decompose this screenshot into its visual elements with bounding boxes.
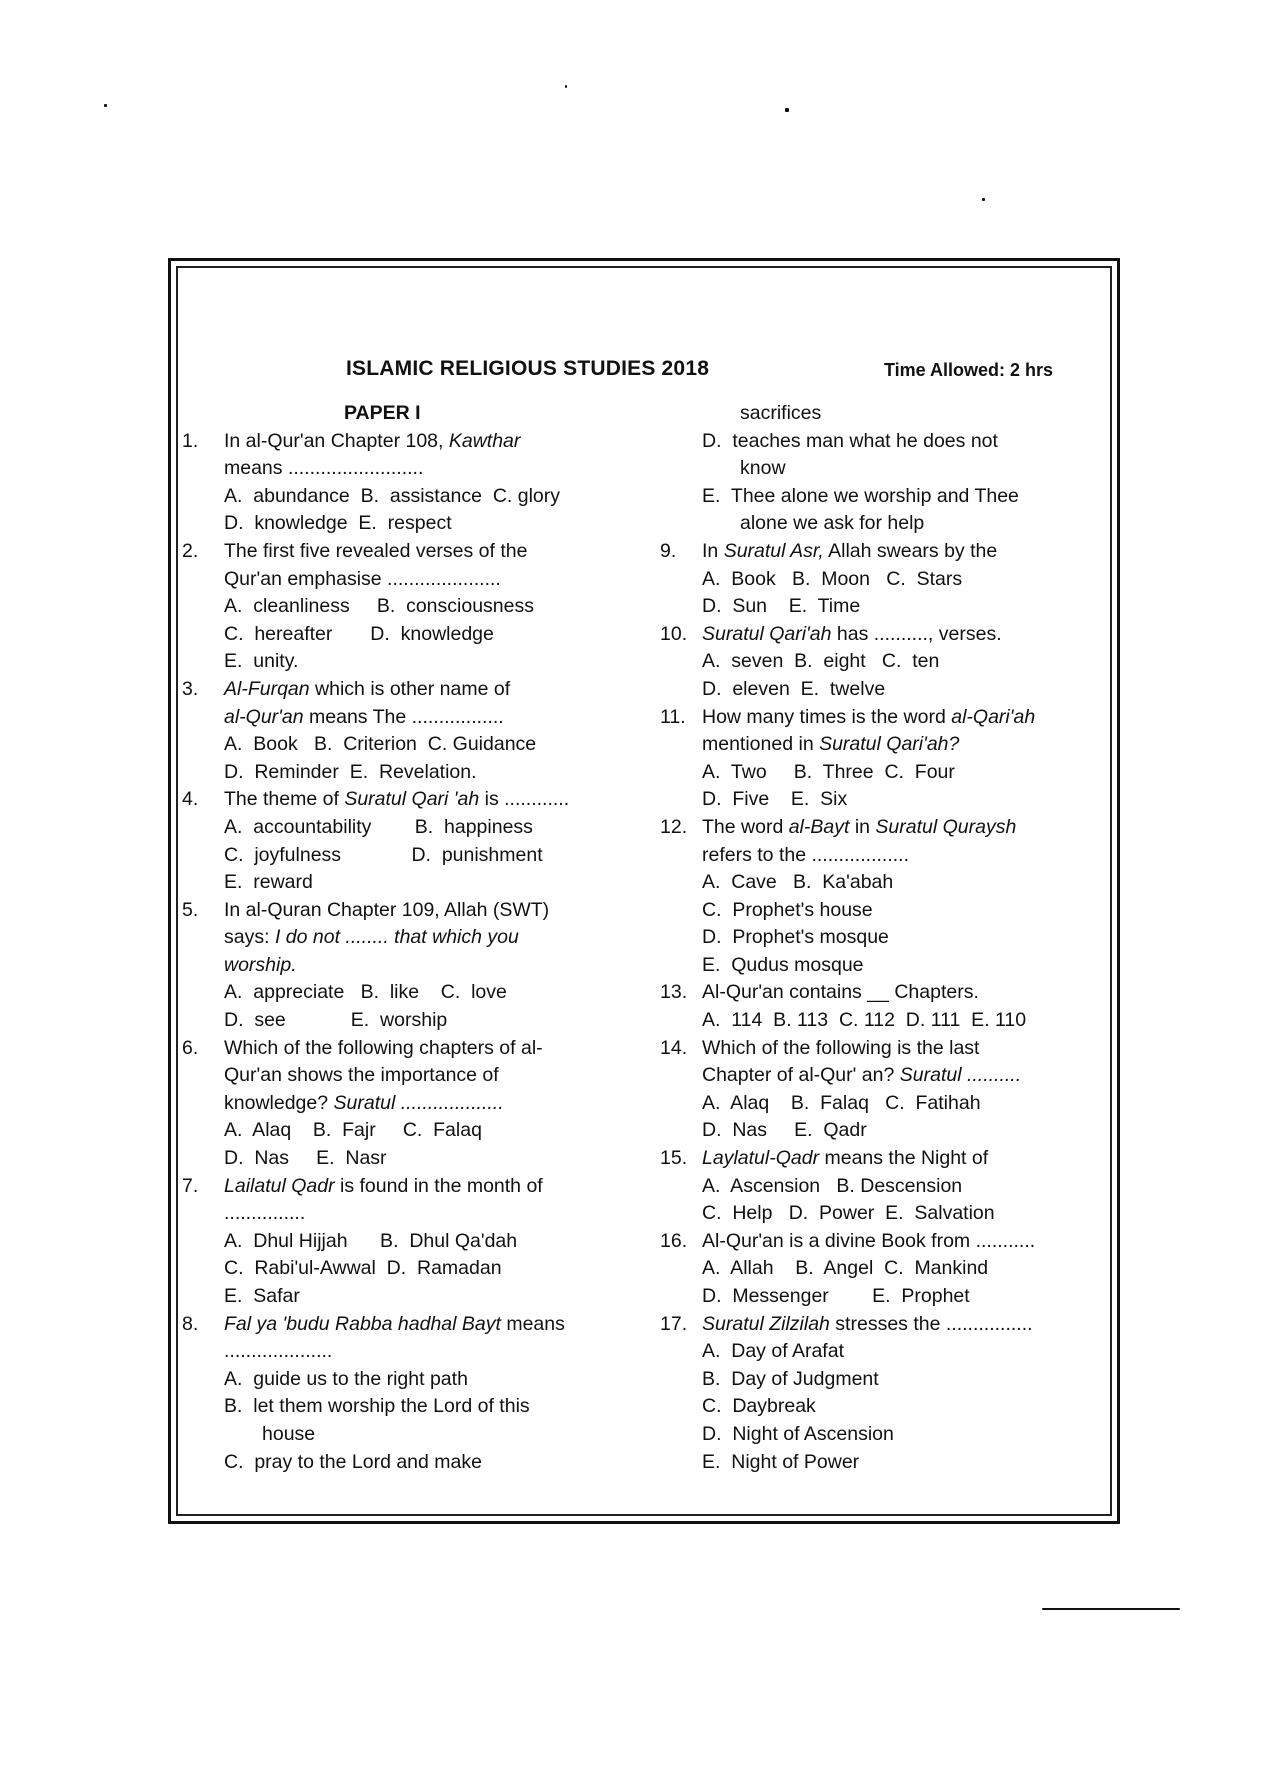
question-text: The word	[702, 815, 789, 838]
options-line: A. appreciate B. like C. love	[224, 981, 507, 1004]
scan-speck	[982, 198, 985, 201]
scan-speck	[104, 104, 107, 107]
question-text-italic: Al-Furqan	[224, 677, 310, 700]
question-text-italic: Suratul Zilzilah	[702, 1312, 830, 1335]
options-line: A. abundance B. assistance C. glory	[224, 484, 561, 507]
right-column	[660, 400, 1100, 1476]
options-line: A. Book B. Moon C. Stars	[702, 567, 963, 590]
options-line: C. joyfulness D. punishment	[224, 843, 543, 866]
question-text: In al-Quran Chapter 109, Allah (SWT)	[224, 898, 550, 921]
question-text: mentioned in	[702, 733, 820, 756]
question-6	[182, 1035, 628, 1173]
question-text: The first five revealed verses of the	[224, 539, 528, 562]
options-line: A. accountability B. happiness	[224, 815, 533, 838]
question-text-italic: Suratul Qari 'ah	[344, 788, 480, 811]
question-number: 4.	[182, 788, 199, 811]
question-16	[660, 1228, 1100, 1311]
options-line: E. Thee alone we worship and Thee	[702, 484, 1019, 507]
question-text: In al-Qur'an Chapter 108,	[224, 429, 449, 452]
question-text: refers to the ..................	[702, 843, 909, 866]
question-text: means .........................	[224, 457, 424, 480]
question-text: In	[702, 539, 724, 562]
question-text-italic: Fal ya 'budu Rabba hadhal Bayt	[224, 1312, 501, 1335]
question-number: 15.	[660, 1147, 688, 1170]
options-line: C. Daybreak	[702, 1395, 816, 1418]
exam-title: ISLAMIC RELIGIOUS STUDIES 2018	[346, 357, 710, 380]
question-text: knowledge?	[224, 1091, 334, 1114]
question-number: 9.	[660, 539, 677, 562]
question-text: has .........., verses.	[831, 622, 1002, 645]
question-text: is ............	[479, 788, 570, 811]
question-text: ....................	[224, 1340, 333, 1363]
time-allowed: Time Allowed: 2 hrs	[884, 360, 1054, 380]
options-line: A. cleanliness B. consciousness	[224, 595, 534, 618]
question-text: Which of the following chapters of al-	[224, 1036, 543, 1059]
options-line: A. Day of Arafat	[702, 1340, 844, 1363]
options-line: A. Alaq B. Falaq C. Fatihah	[702, 1091, 981, 1114]
question-text: Chapter of al-Qur' an?	[702, 1064, 900, 1087]
question-text-italic: al-Bayt	[788, 815, 850, 838]
question-10	[660, 621, 1100, 704]
options-line: E. reward	[224, 871, 313, 894]
question-number: 2.	[182, 539, 199, 562]
question-12	[660, 814, 1100, 980]
left-column	[182, 400, 628, 1476]
question-text: in	[849, 815, 876, 838]
question-15	[660, 1145, 1100, 1228]
options-line: house	[262, 1422, 316, 1445]
question-number: 3.	[182, 677, 199, 700]
question-number: 12.	[660, 815, 688, 838]
question-text-italic: Suratul Asr,	[723, 539, 824, 562]
question-text: is found in the month of	[334, 1174, 543, 1197]
options-line: D. knowledge E. respect	[224, 512, 452, 535]
question-number: 7.	[182, 1174, 199, 1197]
options-line: sacrifices	[740, 402, 822, 424]
options-line: D. eleven E. twelve	[702, 677, 886, 700]
question-17	[660, 1311, 1100, 1477]
options-line: alone we ask for help	[740, 512, 925, 535]
question-number: 11.	[660, 705, 686, 728]
question-text: means the Night of	[819, 1147, 989, 1170]
options-line: A. Cave B. Ka'abah	[702, 871, 894, 894]
question-1	[182, 428, 628, 538]
question-9	[660, 538, 1100, 621]
question-text: Al-Qur'an is a divine Book from ...........	[702, 1229, 1036, 1252]
question-text-italic: worship.	[224, 953, 297, 976]
question-text-italic: Suratul ...................	[333, 1091, 504, 1114]
options-line: A. Allah B. Angel C. Mankind	[702, 1257, 989, 1280]
question-number: 10.	[660, 622, 688, 645]
options-line: D. see E. worship	[224, 1009, 448, 1032]
options-line: D. Sun E. Time	[702, 595, 861, 618]
question-text-italic: Suratul Qari'ah?	[819, 733, 960, 756]
question-4	[182, 786, 628, 896]
question-text-italic: Kawthar	[448, 429, 521, 452]
options-line: C. Prophet's house	[702, 898, 873, 921]
question-13	[660, 979, 1100, 1034]
options-line: A. Two B. Three C. Four	[702, 760, 955, 783]
question-text-italic: Lailatul Qadr	[224, 1174, 335, 1197]
question-11	[660, 704, 1100, 814]
question-text: Qur'an shows the importance of	[224, 1064, 499, 1087]
question-text-italic: I do not ........ that which you	[274, 926, 519, 949]
question-text: which is other name of	[309, 677, 511, 700]
scan-speck	[785, 108, 789, 112]
section-heading: PAPER I	[344, 402, 421, 424]
question-5	[182, 897, 628, 1035]
question-text-italic: al-Qari'ah	[951, 705, 1036, 728]
options-line: D. Five E. Six	[702, 788, 848, 811]
options-line: B. let them worship the Lord of this	[224, 1395, 530, 1418]
question-text: means The .................	[303, 705, 504, 728]
options-line: A. Dhul Hijjah B. Dhul Qa'dah	[224, 1229, 518, 1252]
question-8-continued	[660, 400, 1100, 538]
question-text: Which of the following is the last	[702, 1036, 980, 1059]
question-number: 14.	[660, 1036, 688, 1059]
options-line: C. Rabi'ul-Awwal D. Ramadan	[224, 1257, 502, 1280]
scan-speck	[565, 85, 567, 88]
question-7	[182, 1173, 628, 1311]
options-line: A. guide us to the right path	[224, 1367, 468, 1390]
question-number: 8.	[182, 1312, 199, 1335]
question-3	[182, 676, 628, 786]
options-line: D. Nas E. Nasr	[224, 1147, 387, 1170]
options-line: C. hereafter D. knowledge	[224, 622, 494, 645]
question-number: 6.	[182, 1036, 199, 1059]
question-text: stresses the ................	[829, 1312, 1033, 1335]
options-line: A. 114 B. 113 C. 112 D. 111 E. 110	[702, 1009, 1027, 1032]
question-text: means	[500, 1312, 565, 1335]
scan-rule	[1042, 1608, 1180, 1610]
question-text: says:	[224, 926, 275, 949]
question-text: Allah swears by the	[823, 539, 998, 562]
question-number: 13.	[660, 981, 688, 1004]
options-line: E. Qudus mosque	[702, 953, 864, 976]
options-line: C. Help D. Power E. Salvation	[702, 1202, 995, 1225]
question-number: 16.	[660, 1229, 688, 1252]
options-line: D. Reminder E. Revelation.	[224, 760, 477, 783]
options-line: D. Prophet's mosque	[702, 926, 889, 949]
question-14	[660, 1035, 1100, 1145]
options-line: D. Messenger E. Prophet	[702, 1285, 970, 1307]
options-line: D. Night of Ascension	[702, 1422, 894, 1445]
question-text-italic: al-Qur'an	[224, 705, 304, 728]
options-line: A. Alaq B. Fajr C. Falaq	[224, 1119, 482, 1142]
question-text-italic: Suratul Quraysh	[875, 815, 1017, 838]
options-line: D. Nas E. Qadr	[702, 1119, 867, 1142]
question-text: Al-Qur'an contains __ Chapters.	[702, 981, 979, 1004]
options-line: E. unity.	[224, 650, 299, 673]
options-line: C. pray to the Lord and make	[224, 1450, 482, 1473]
question-text: How many times is the word	[702, 705, 952, 728]
options-line: A. Ascension B. Descension	[702, 1174, 963, 1197]
question-8	[182, 1311, 628, 1477]
question-text-italic: Laylatul-Qadr	[702, 1147, 820, 1170]
options-line: E. Night of Power	[702, 1450, 860, 1473]
question-number: 1.	[182, 429, 199, 452]
options-line: D. teaches man what he does not	[702, 429, 998, 452]
options-line: A. Book B. Criterion C. Guidance	[224, 733, 537, 756]
options-line: A. seven B. eight C. ten	[702, 650, 940, 673]
question-text-italic: Suratul ..........	[899, 1064, 1022, 1087]
question-text: The theme of	[224, 788, 345, 811]
options-line: B. Day of Judgment	[702, 1367, 879, 1390]
options-line: E. Safar	[224, 1285, 300, 1307]
options-line: know	[740, 457, 786, 480]
question-number: 17.	[660, 1312, 688, 1335]
question-text: Qur'an emphasise .....................	[224, 567, 501, 590]
question-2	[182, 538, 628, 676]
question-number: 5.	[182, 898, 199, 921]
question-text: ...............	[224, 1202, 306, 1225]
question-text-italic: Suratul Qari'ah	[702, 622, 832, 645]
